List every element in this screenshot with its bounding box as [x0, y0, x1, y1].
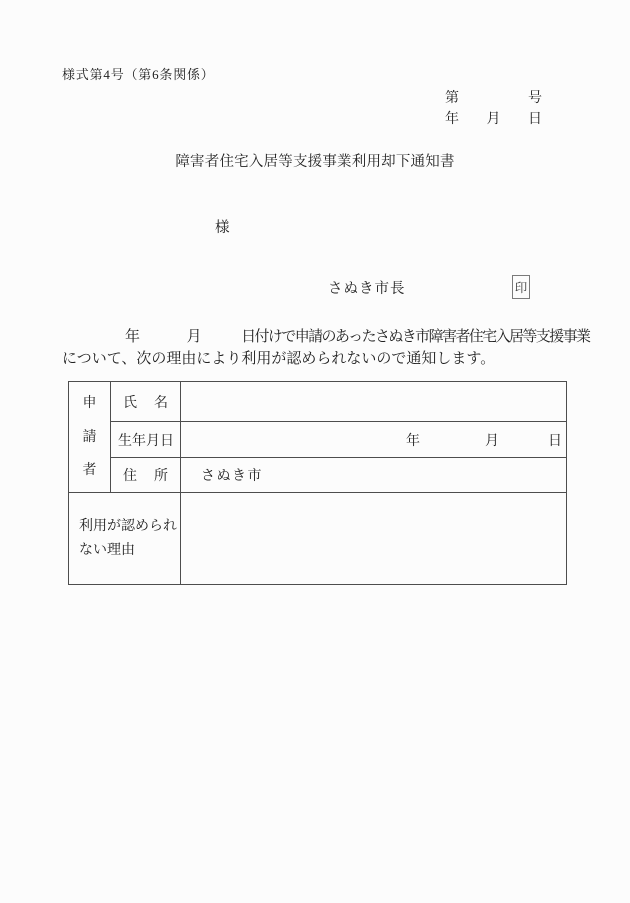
address-label-left: 住	[123, 469, 137, 484]
dob-label-char-4: 日	[160, 433, 174, 449]
reason-label-line1: 利用が認められ	[79, 518, 177, 534]
body-line1-text: 日付けで申請のあったさぬき市障害者住宅入居等支援事業	[241, 329, 590, 345]
applicant-char-3: 者	[82, 463, 97, 478]
dob-value-cell	[181, 422, 566, 458]
date-year-label: 年	[445, 112, 459, 127]
document-number-block	[445, 87, 542, 129]
name-label-cell	[111, 382, 181, 422]
address-value: さぬき市	[201, 469, 263, 484]
name-label-left: 氏	[123, 395, 137, 411]
body-month-label: 月	[186, 329, 200, 345]
dob-day-label: 日	[548, 433, 562, 449]
address-label-cell	[111, 458, 181, 493]
issuer-name: さぬき市長	[328, 281, 406, 297]
dob-month-label: 月	[485, 433, 499, 449]
address-label-right: 所	[154, 469, 168, 484]
seal-character: 印	[514, 281, 528, 295]
date-day-label: 日	[528, 112, 542, 127]
dob-label-char-1: 生	[118, 433, 132, 449]
date-month-label: 月	[486, 112, 501, 127]
form-number: 様式第4号（第6条関係）	[62, 67, 215, 82]
reason-label-line2: ない理由	[79, 542, 135, 558]
seal-placeholder	[512, 275, 530, 299]
applicant-table	[68, 381, 567, 585]
address-value-cell	[181, 458, 566, 493]
applicant-header-cell	[69, 382, 111, 493]
body-year-label: 年	[125, 329, 139, 345]
document-number-line	[445, 87, 542, 108]
doc-number-prefix: 第	[445, 91, 459, 106]
reason-label-cell	[69, 493, 181, 584]
document-date-line	[445, 108, 542, 129]
dob-label-char-3: 月	[146, 433, 160, 449]
dob-year-label: 年	[406, 433, 420, 449]
applicant-char-1: 申	[82, 396, 97, 411]
dob-label-char-2: 年	[132, 433, 146, 449]
addressee-honorific: 様	[215, 220, 230, 236]
body-paragraph-line1	[62, 325, 602, 346]
page-title: 障害者住宅入居等支援事業利用却下通知書	[175, 154, 455, 170]
body-paragraph-line2: について、次の理由により利用が認められないので通知します。	[62, 351, 496, 367]
doc-number-suffix: 号	[528, 91, 542, 106]
dob-label-cell	[111, 422, 181, 458]
applicant-char-2: 請	[82, 429, 97, 445]
reason-value-cell	[181, 493, 566, 584]
name-value-cell	[181, 382, 566, 422]
name-label-right: 名	[154, 395, 168, 411]
